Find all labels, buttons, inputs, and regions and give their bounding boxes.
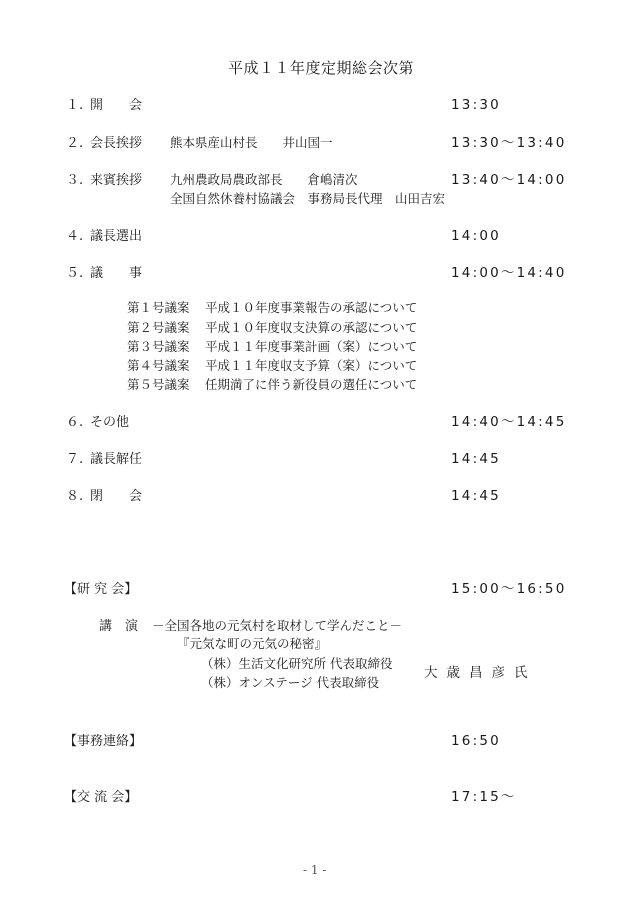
agenda-time: 13:40～14:00 [451,172,567,188]
agenda-number: ５. [66,266,84,281]
agenda-label: 開 会 [90,98,143,113]
agenda-detail: 全国自然休養村協議会 事務局長代理 山田吉宏 [170,191,446,206]
agenda-label: 議 事 [90,266,143,281]
agenda-time: 14:00 [451,228,501,244]
social-time: 17:15～ [451,789,517,805]
agenda-number: ８. [66,489,84,504]
study-label: 【研 究 会】 [64,582,138,597]
admin-label: 【事務連絡】 [64,734,143,749]
agenda-number: ３. [66,173,84,188]
agenda-number: ７. [66,452,84,467]
proposal-id: 第１号議案 [127,300,190,315]
agenda-detail: 九州農政局農政部長 倉嶋清次 [170,172,358,187]
agenda-label: 会長挨拶 [90,136,143,151]
agenda-time: 14:40～14:45 [451,414,567,430]
study-time: 15:00～16:50 [451,581,567,597]
admin-time: 16:50 [451,733,501,749]
agenda-number: ４. [66,229,84,244]
lecture-book: 『元気な町の元気の秘密』 [177,636,328,651]
lecture-subtitle: －全国各地の元気村を取材して学んだこと－ [152,618,403,633]
speaker-name: 大歳昌彦氏 [424,665,537,681]
agenda-label: その他 [90,415,130,430]
proposal-text: 任期満了に伴う新役員の選任について [205,377,418,392]
agenda-detail: 熊本県産山村長 井山国一 [170,135,333,150]
proposal-id: 第４号議案 [127,358,190,373]
agenda-label: 議長解任 [90,452,143,467]
speaker-org: （株）オンステージ 代表取締役 [201,675,380,690]
proposal-text: 平成１０年度事業報告の承認について [205,300,418,315]
agenda-time: 14:45 [451,451,501,467]
proposal-id: 第５号議案 [127,377,190,392]
speaker-org: （株）生活文化研究所 代表取締役 [201,656,393,671]
agenda-time: 14:45 [451,488,501,504]
proposal-text: 平成１０年度収支決算の承認について [205,320,418,335]
agenda-time: 13:30 [451,97,501,113]
page-number: - 1 - [303,863,327,877]
agenda-label: 議長選出 [90,229,143,244]
proposal-text: 平成１１年度事業計画（案）について [205,339,418,354]
proposal-id: 第３号議案 [127,339,190,354]
agenda-number: ６. [66,415,84,430]
agenda-number: ２. [66,136,84,151]
agenda-label: 来賓挨拶 [90,173,143,188]
proposal-text: 平成１１年度収支予算（案）について [205,358,418,373]
agenda-time: 14:00～14:40 [451,265,567,281]
social-label: 【交 流 会】 [64,790,138,805]
lecture-label: 講 演 [99,619,139,634]
agenda-label: 閉 会 [90,489,143,504]
agenda-time: 13:30～13:40 [451,135,567,151]
agenda-number: １. [66,98,84,113]
proposal-id: 第２号議案 [127,320,190,335]
page-title: 平成１１年度定期総会次第 [228,59,415,77]
